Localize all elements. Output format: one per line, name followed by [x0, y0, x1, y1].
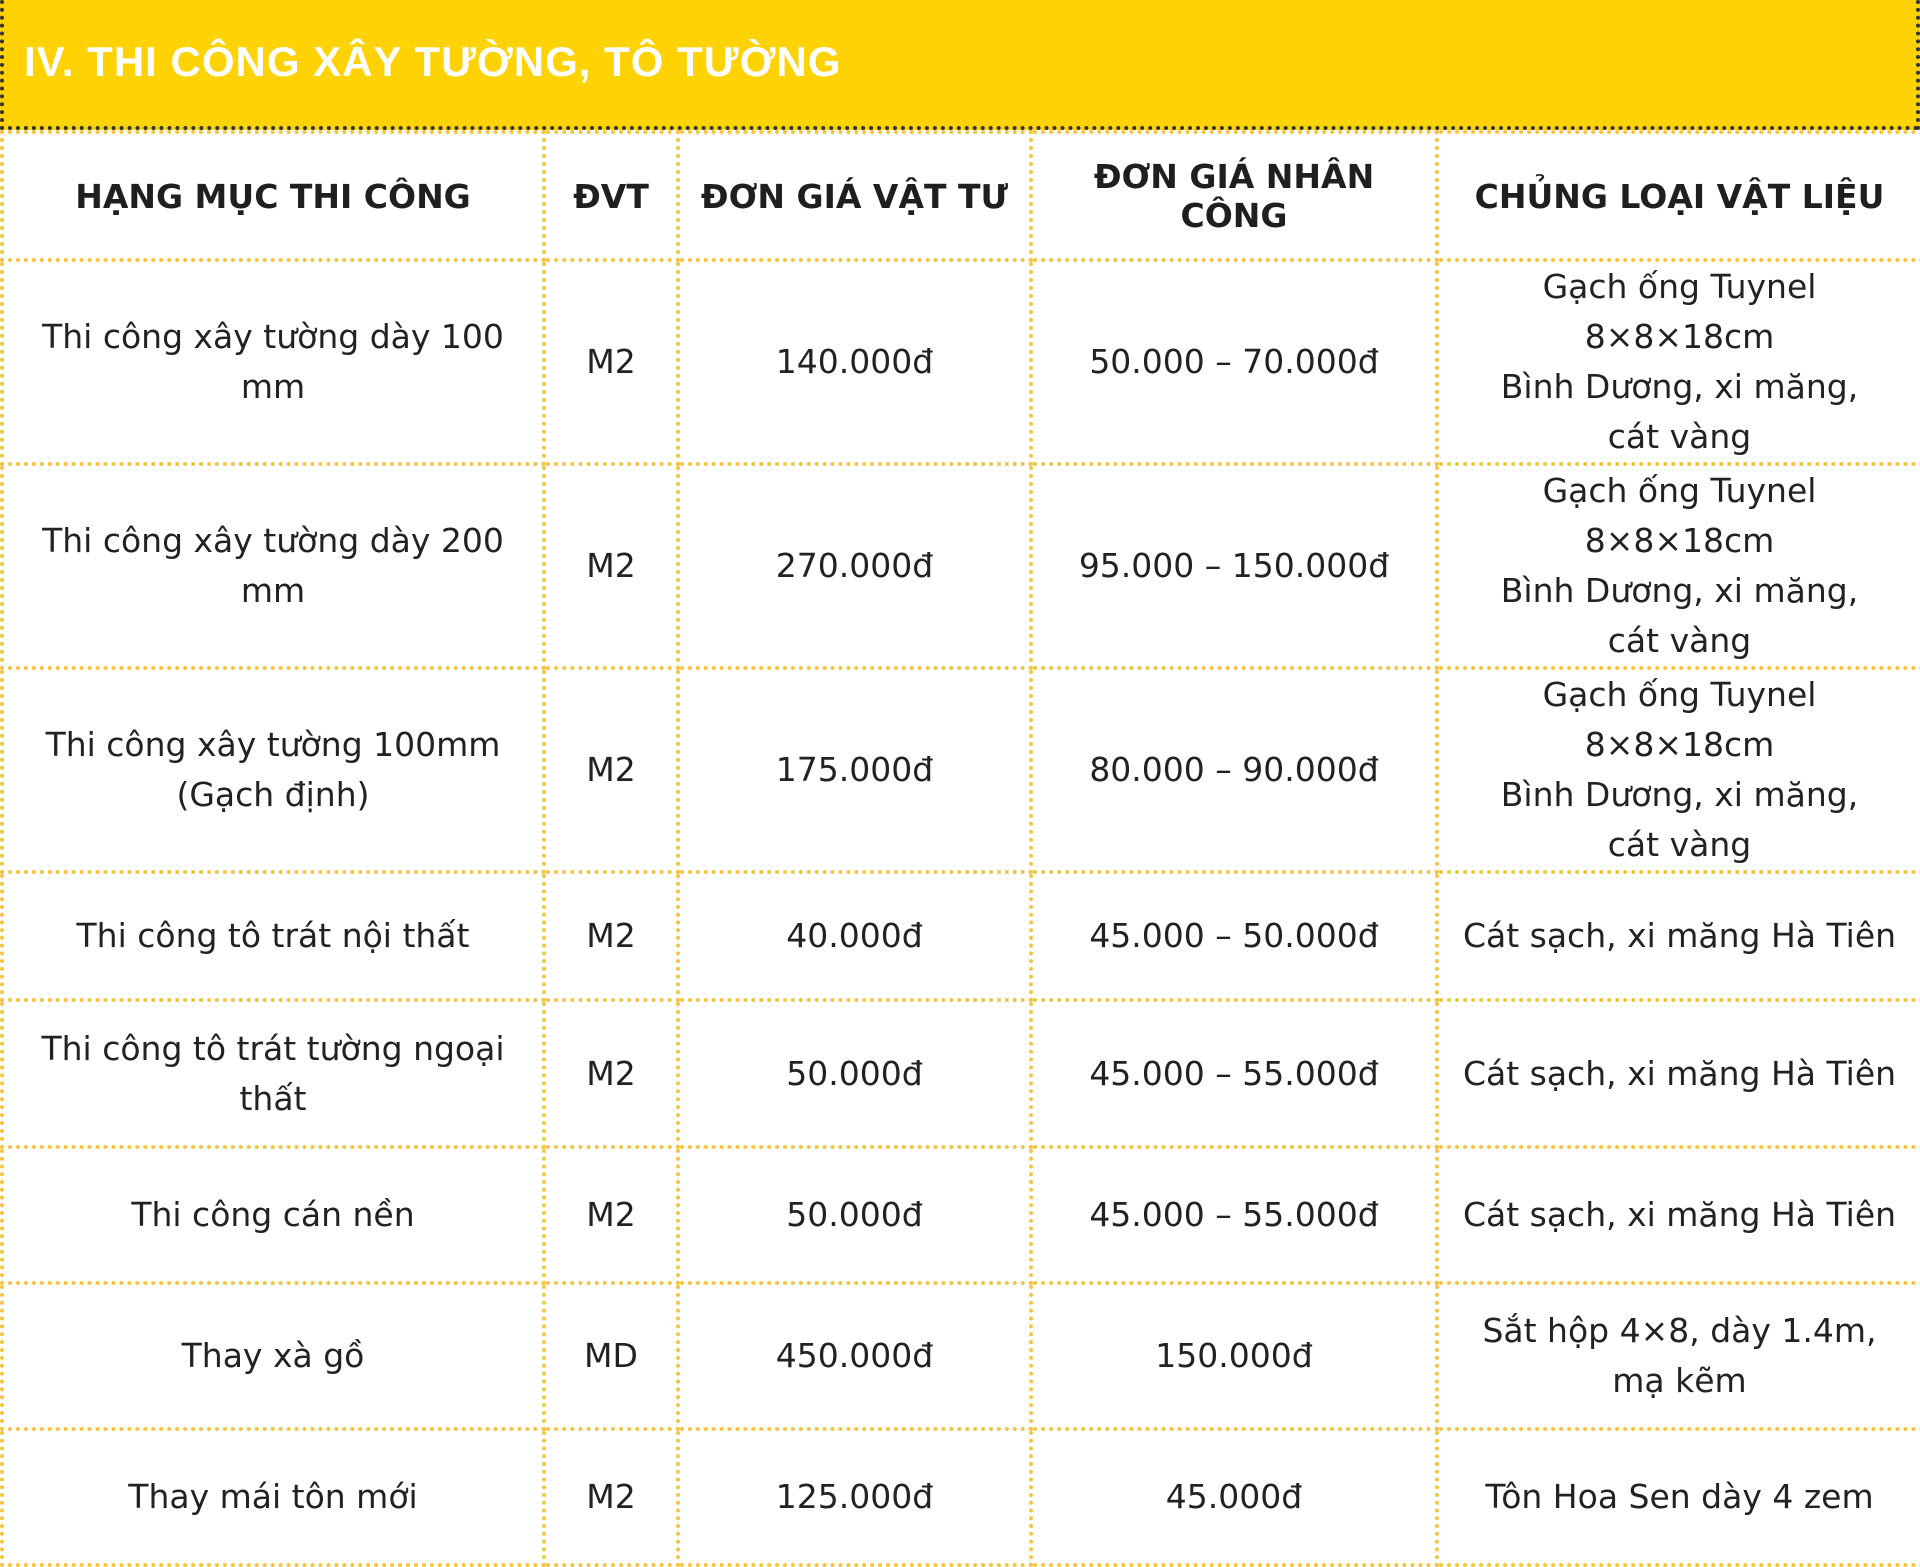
cell-material-price: 450.000đ [678, 1283, 1031, 1429]
cell-material-type: Gạch ống Tuynel 8×8×18cm Bình Dương, xi măng, cát vàng [1437, 464, 1920, 668]
cell-material-price: 125.000đ [678, 1429, 1031, 1565]
cell-material-type: Cát sạch, xi măng Hà Tiên [1437, 1000, 1920, 1147]
cell-material-price: 140.000đ [678, 260, 1031, 464]
header-labor-price: ĐƠN GIÁ NHÂN CÔNG [1031, 132, 1437, 260]
cell-labor-price: 95.000 – 150.000đ [1031, 464, 1437, 668]
cell-material-price: 50.000đ [678, 1147, 1031, 1283]
cell-material-type: Cát sạch, xi măng Hà Tiên [1437, 872, 1920, 1000]
section-banner [0, 0, 1920, 130]
table-header-row [2, 132, 1920, 260]
cell-labor-price: 50.000 – 70.000đ [1031, 260, 1437, 464]
table-row [2, 1000, 1920, 1147]
cell-material-type: Cát sạch, xi măng Hà Tiên [1437, 1147, 1920, 1283]
cell-unit: M2 [544, 872, 678, 1000]
cell-labor-price: 45.000 – 55.000đ [1031, 1000, 1437, 1147]
cell-unit: M2 [544, 464, 678, 668]
section-title: IV. THI CÔNG XÂY TƯỜNG, TÔ TƯỜNG [24, 38, 842, 85]
cell-labor-price: 45.000đ [1031, 1429, 1437, 1565]
cell-unit: MD [544, 1283, 678, 1429]
table-row [2, 668, 1920, 872]
cell-item: Thi công xây tường dày 200 mm [2, 464, 544, 668]
cell-item: Thay mái tôn mới [2, 1429, 544, 1565]
table-row [2, 464, 1920, 668]
cell-material-type: Gạch ống Tuynel 8×8×18cm Bình Dương, xi măng, cát vàng [1437, 668, 1920, 872]
table-row [2, 260, 1920, 464]
cell-item: Thi công tô trát tường ngoại thất [2, 1000, 544, 1147]
cell-material-type: Gạch ống Tuynel 8×8×18cm Bình Dương, xi măng, cát vàng [1437, 260, 1920, 464]
cell-labor-price: 80.000 – 90.000đ [1031, 668, 1437, 872]
price-table [0, 130, 1920, 1567]
table-row [2, 1283, 1920, 1429]
cell-unit: M2 [544, 668, 678, 872]
cell-material-price: 50.000đ [678, 1000, 1031, 1147]
header-material-type: CHỦNG LOẠI VẬT LIỆU [1437, 132, 1920, 260]
table-row [2, 872, 1920, 1000]
cell-item: Thi công xây tường 100mm (Gạch định) [2, 668, 544, 872]
cell-unit: M2 [544, 260, 678, 464]
cell-material-price: 175.000đ [678, 668, 1031, 872]
table-row [2, 1429, 1920, 1565]
cell-item: Thay xà gồ [2, 1283, 544, 1429]
cell-unit: M2 [544, 1429, 678, 1565]
cell-labor-price: 150.000đ [1031, 1283, 1437, 1429]
cell-material-type: Tôn Hoa Sen dày 4 zem [1437, 1429, 1920, 1565]
header-unit: ĐVT [544, 132, 678, 260]
header-material-price: ĐƠN GIÁ VẬT TƯ [678, 132, 1031, 260]
cell-item: Thi công cán nền [2, 1147, 544, 1283]
cell-unit: M2 [544, 1000, 678, 1147]
header-item: HẠNG MỤC THI CÔNG [2, 132, 544, 260]
cell-material-type: Sắt hộp 4×8, dày 1.4m, mạ kẽm [1437, 1283, 1920, 1429]
cell-material-price: 40.000đ [678, 872, 1031, 1000]
cell-labor-price: 45.000 – 50.000đ [1031, 872, 1437, 1000]
cell-item: Thi công tô trát nội thất [2, 872, 544, 1000]
cell-labor-price: 45.000 – 55.000đ [1031, 1147, 1437, 1283]
cell-material-price: 270.000đ [678, 464, 1031, 668]
cell-item: Thi công xây tường dày 100 mm [2, 260, 544, 464]
table-row [2, 1147, 1920, 1283]
cell-unit: M2 [544, 1147, 678, 1283]
